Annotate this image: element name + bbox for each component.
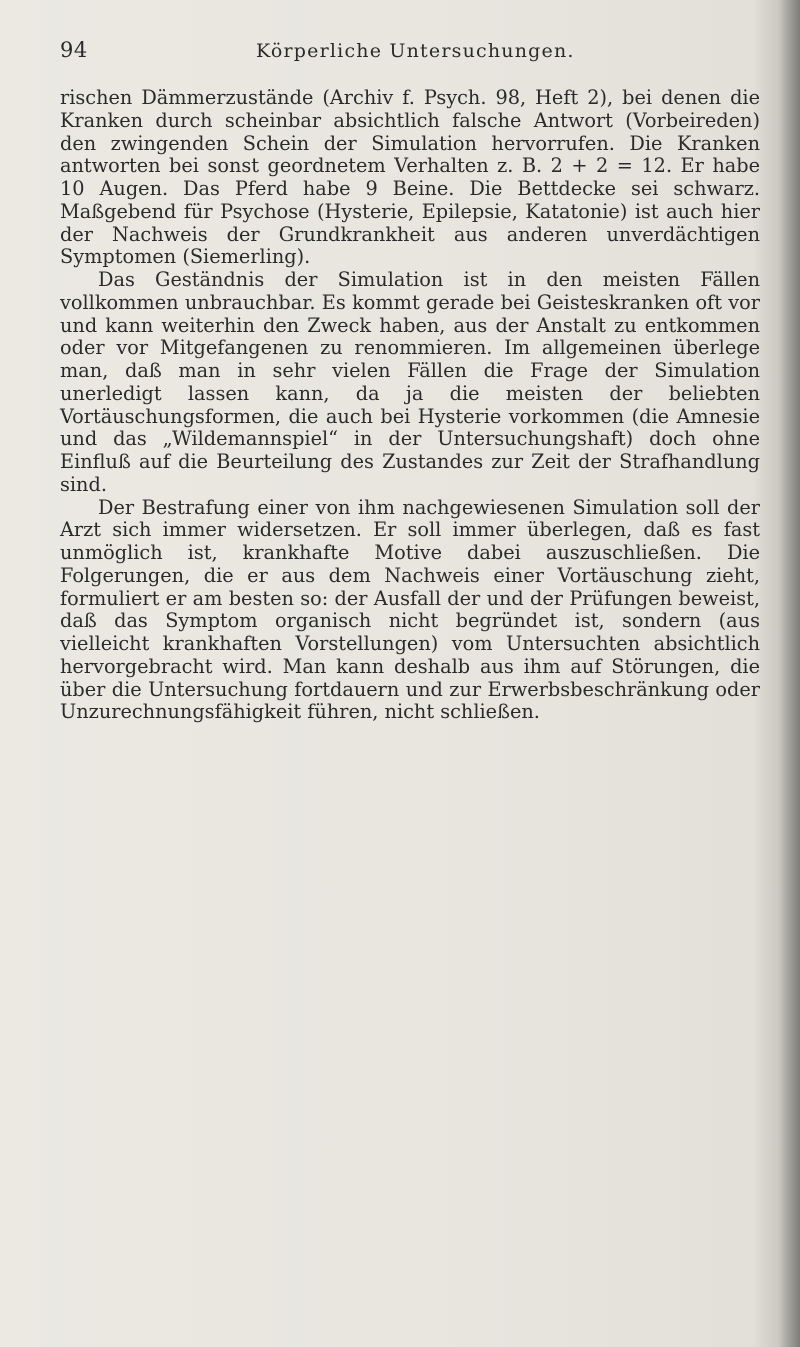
- page-edge-shadow: [778, 0, 800, 1347]
- paragraph-gestaendnis: Das Geständnis der Simulation ist in den meisten Fällen vollkommen unbrauchbar. Es kommt gerade bei Geisteskranken oft vor und kann weiterhin den Zweck haben, aus der Anstalt zu entkommen oder vor Mitgefangenen zu renommieren. Im allgemeinen überlege man, daß man in sehr vielen Fällen die Frage der Simulation unerledigt lassen kann, da ja die meisten der beliebten Vortäuschungsformen, die auch bei Hysterie vorkommen (die Amnesie und das „Wildemannspiel“ in der Untersuchungshaft) doch ohne Einfluß auf die Beurteilung des Zustandes zur Zeit der Strafhandlung sind.: [60, 268, 760, 496]
- page-number: 94: [60, 38, 88, 62]
- paragraph-continuation: rischen Dämmerzustände (Archiv f. Psych. 98, Heft 2), bei denen die Kranken durch scheinbar absichtlich falsche Antwort (Vorbeireden) den zwingenden Schein der Simulation hervorrufen. Die Kranken antworten bei sonst geordnetem Verhalten z. B. 2 + 2 = 12. Er habe 10 Augen. Das Pferd habe 9 Beine. Die Bettdecke sei schwarz. Maßgebend für Psychose (Hysterie, Epilepsie, Katatonie) ist auch hier der Nachweis der Grundkrankheit aus anderen unverdächtigen Symptomen (Siemerling).: [60, 86, 760, 269]
- page-header: [60, 38, 760, 68]
- running-title: Körperliche Untersuchungen.: [256, 40, 575, 62]
- paragraph-bestrafung: Der Bestrafung einer von ihm nachgewiesenen Simulation soll der Arzt sich immer widersetzen. Er soll immer überlegen, daß es fast unmöglich ist, krankhafte Motive dabei auszuschließen. Die Folgerungen, die er aus dem Nachweis einer Vortäuschung zieht, formuliert er am besten so: der Ausfall der und der Prüfungen beweist, daß das Symptom organisch nicht begründet ist, sondern (aus vielleicht krankhaften Vorstellungen) vom Untersuchten absichtlich hervorgebracht wird. Man kann deshalb aus ihm auf Störungen, die über die Untersuchung fortdauern und zur Erwerbsbeschränkung oder Unzurechnungsfähigkeit führen, nicht schließen.: [60, 495, 760, 724]
- body-text: [60, 87, 760, 724]
